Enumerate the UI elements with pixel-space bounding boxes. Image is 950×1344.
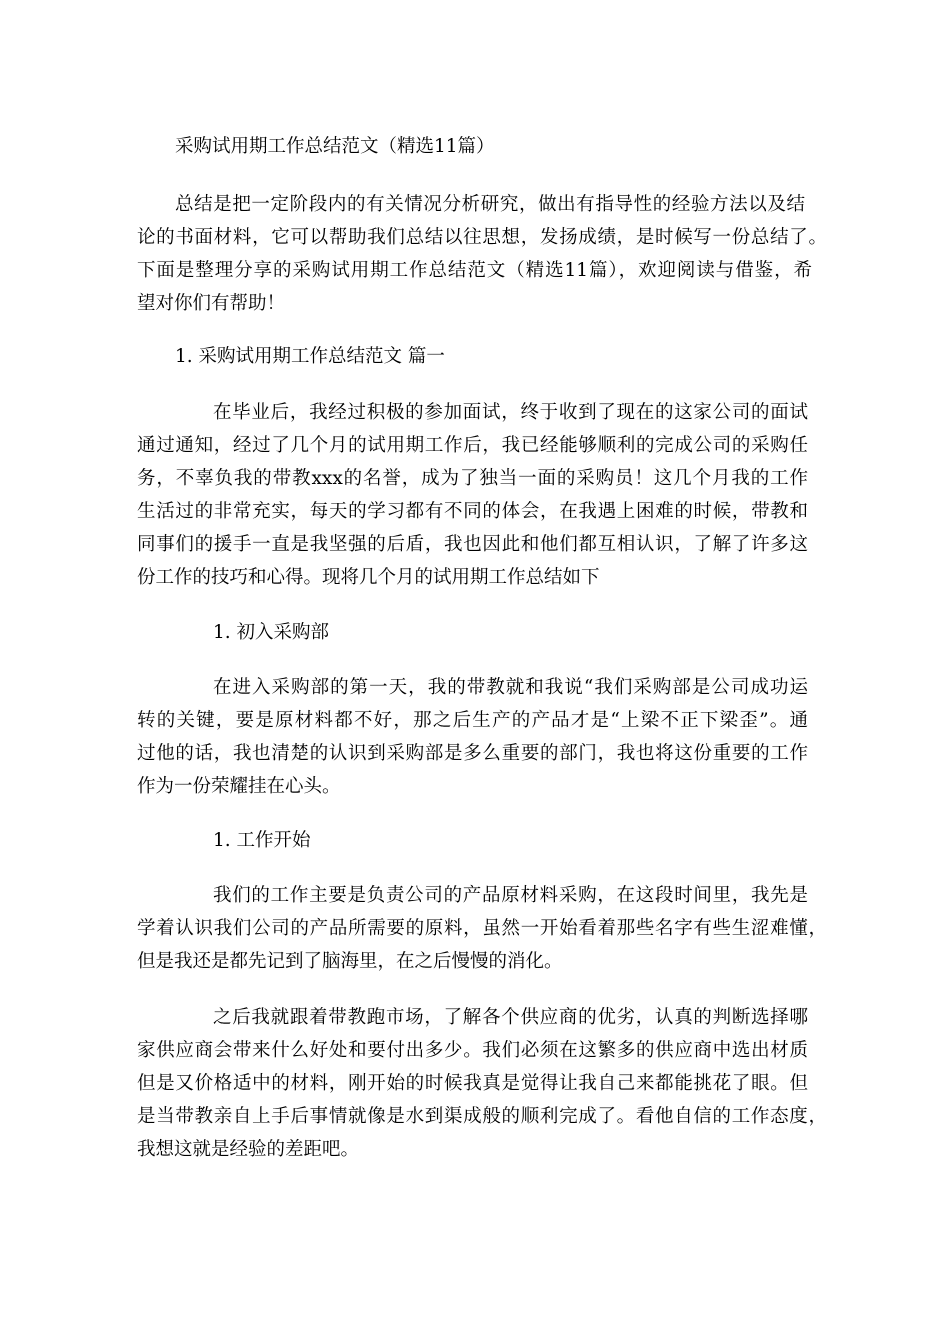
para4-line-3: 但是又价格适中的材料，刚开始的时候我真是觉得让我自己来都能挑花了眼。但 <box>137 1073 808 1094</box>
subheading-1: 1. 初入采购部 <box>213 622 330 643</box>
intro-line-4: 望对你们有帮助！ <box>137 293 286 314</box>
section-heading: 1. 采购试用期工作总结范文 篇一 <box>175 346 445 367</box>
para4-line-5: 我想这就是经验的差距吧。 <box>137 1139 360 1160</box>
para1-line-6: 份工作的技巧和心得。现将几个月的试用期工作总结如下 <box>137 567 600 588</box>
para4-line-1: 之后我就跟着带教跑市场，了解各个供应商的优劣，认真的判断选择哪 <box>213 1007 808 1028</box>
para2-line-4: 作为一份荣耀挂在心头。 <box>137 776 341 797</box>
para2-line-1: 在进入采购部的第一天，我的带教就和我说“我们采购部是公司成功运 <box>213 677 808 698</box>
para3-line-1: 我们的工作主要是负责公司的产品原材料采购，在这段时间里，我先是 <box>213 885 808 906</box>
para2-line-3: 过他的话，我也清楚的认识到采购部是多么重要的部门，我也将这份重要的工作 <box>137 743 808 764</box>
para4-line-4: 是当带教亲自上手后事情就像是水到渠成般的顺利完成了。看他自信的工作态度， <box>137 1106 827 1127</box>
para3-line-3: 但是我还是都先记到了脑海里，在之后慢慢的消化。 <box>137 951 563 972</box>
para3-line-2: 学着认识我们公司的产品所需要的原料，虽然一开始看着那些名字有些生涩难懂， <box>137 918 827 939</box>
para1-line-4: 生活过的非常充实，每天的学习都有不同的体会，在我遇上困难的时候，带教和 <box>137 501 808 522</box>
para2-line-2: 转的关键，要是原材料都不好，那之后生产的产品才是“上梁不正下梁歪”。通 <box>137 710 808 731</box>
para1-line-5: 同事们的援手一直是我坚强的后盾，我也因此和他们都互相认识，了解了许多这 <box>137 534 808 555</box>
para4-line-2: 家供应商会带来什么好处和要付出多少。我们必须在这繁多的供应商中选出材质 <box>137 1040 808 1061</box>
intro-line-1: 总结是把一定阶段内的有关情况分析研究，做出有指导性的经验方法以及结 <box>175 194 805 215</box>
intro-line-2: 论的书面材料，它可以帮助我们总结以往思想，发扬成绩，是时候写一份总结了。 <box>137 227 827 248</box>
intro-line-3: 下面是整理分享的采购试用期工作总结范文（精选11篇），欢迎阅读与借鉴，希 <box>137 260 812 281</box>
para1-line-1: 在毕业后，我经过积极的参加面试，终于收到了现在的这家公司的面试 <box>213 402 808 423</box>
para1-line-3: 务，不辜负我的带教xxx的名誉，成为了独当一面的采购员！这几个月我的工作 <box>137 468 808 489</box>
document-title: 采购试用期工作总结范文（精选11篇） <box>175 136 495 157</box>
subheading-2: 1. 工作开始 <box>213 830 311 851</box>
para1-line-2: 通过通知，经过了几个月的试用期工作后，我已经能够顺利的完成公司的采购任 <box>137 435 808 456</box>
